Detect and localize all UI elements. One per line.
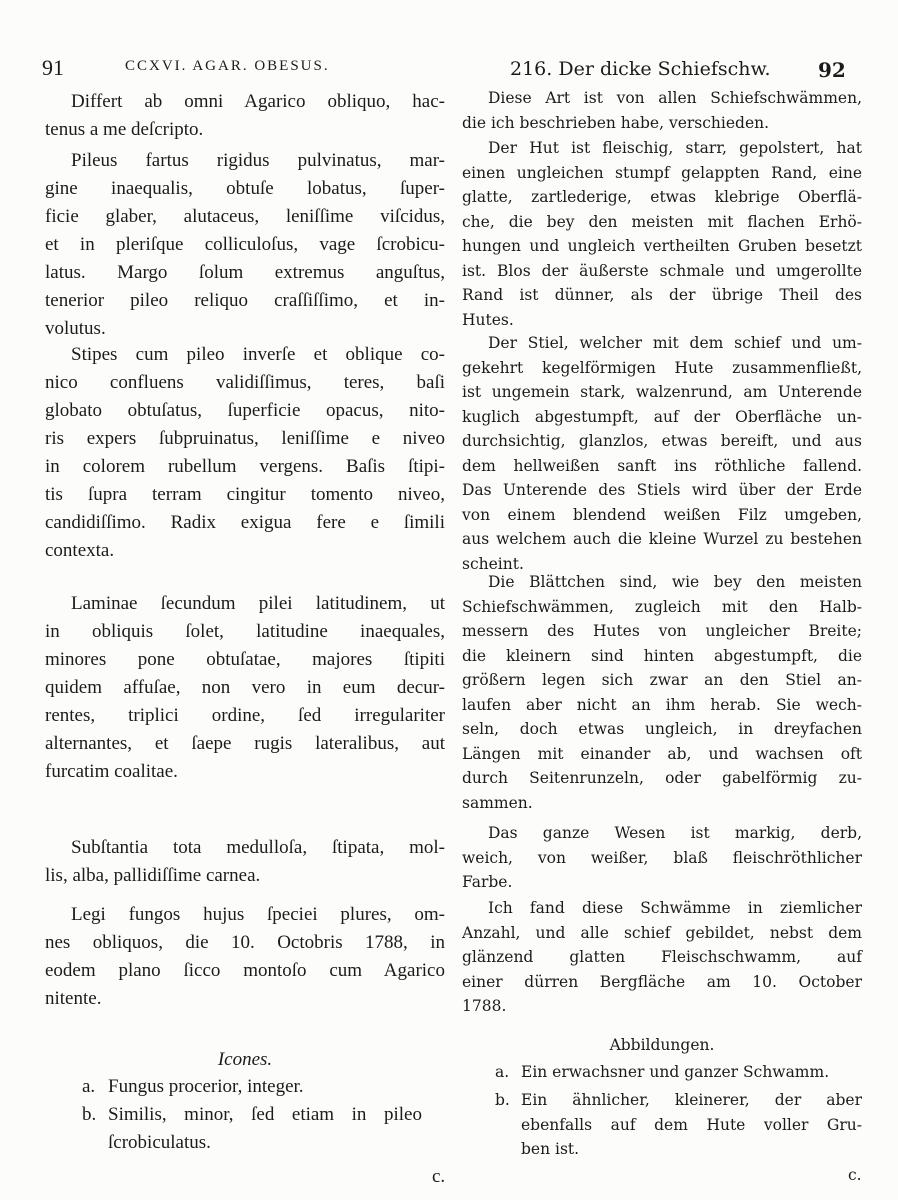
text-line: gekehrt kegelförmigen Hute zusammenfließt, (462, 358, 862, 377)
text-line: furcatim coalitae. (45, 761, 178, 782)
text-line: Pileus fartus rigidus pulvinatus, mar- (71, 150, 445, 171)
text-line: Anzahl, und alle schief gebildet, nebst dem (462, 923, 862, 942)
figure-label: a. (495, 1063, 510, 1081)
text-line: Das Unterende des Stiels wird über der Erde (462, 481, 862, 499)
text-line: durchsichtig, glanzlos, etwas bereift, und aus (462, 432, 862, 450)
text-line: hungen und ungleich vertheilten Gruben besetzt (462, 237, 862, 255)
text-line: laufen aber nicht an ihm herab. Sie wech- (462, 695, 862, 714)
catchword: c. (848, 1166, 862, 1184)
text-line: die kleinern sind hinten abgestumpft, die (462, 646, 862, 665)
figure-item-a (82, 1073, 422, 1101)
text-line: latus. Margo ſolum extremus anguſtus, (45, 262, 445, 283)
text-line: messern des Hutes von ungleicher Breite; (462, 622, 862, 640)
text-line: tis ſupra terram cingitur tomento niveo, (45, 484, 445, 505)
text-line: größern legen sich zwar an den Stiel an- (462, 671, 862, 689)
running-head: CCXVI. AGAR. OBESUS. (125, 58, 330, 74)
paragraph-stiel (462, 331, 862, 576)
text-line: in obliquis ſolet, latitudine inaequales, (45, 621, 445, 642)
text-line: Laminae ſecundum pilei latitudinem, ut (71, 593, 445, 614)
text-line: globato obtuſatus, ſuperficie opacus, nito- (45, 400, 445, 421)
text-line: Fungus procerior, integer. (108, 1076, 304, 1097)
running-head: 216. Der dicke Schiefschw. (510, 58, 771, 80)
text-line: in colorem rubellum vergens. Baſis ſtipi- (45, 456, 445, 477)
text-line: Stipes cum pileo inverſe et oblique co- (71, 344, 445, 365)
text-line: 1788. (462, 997, 507, 1015)
text-line: Rand ist dünner, als der übrige Theil des (462, 286, 862, 304)
text-line: weich, von weißer, blaß fleischröthlicher (462, 848, 862, 867)
figure-item-b (495, 1088, 862, 1162)
text-line: durch Seitenrunzeln, oder gabelförmig zu- (462, 769, 862, 787)
text-line: quidem affuſae, non vero in eum decur- (45, 677, 445, 698)
paragraph (45, 88, 445, 144)
text-line: einen ungleichen stumpf gelappten Rand, eine (462, 163, 862, 182)
text-line: ris expers ſubpruinatus, leniſſime e niveo (45, 428, 445, 449)
text-line: Der Stiel, welcher mit dem schief und um- (488, 334, 862, 352)
text-line: nes obliquos, die 10. Octobris 1788, in (45, 932, 445, 953)
text-line: Der Hut ist fleischig, starr, gepolstert, hat (488, 139, 862, 157)
text-line: lis, alba, pallidiſſime carnea. (45, 865, 261, 886)
text-line: tenus a me deſcripto. (45, 119, 204, 140)
text-line: alternantes, et ſaepe rugis lateralibus, aut (45, 733, 445, 754)
paragraph-laminae (45, 590, 445, 786)
paragraph-blaettchen (462, 570, 862, 815)
paragraph-legi (45, 901, 445, 1013)
text-line: Schiefschwämmen, zugleich mit den Halb- (462, 597, 862, 616)
text-line: candidiſſimo. Radix exigua fere e ſimili (45, 512, 445, 533)
paragraph-stipes (45, 341, 445, 565)
text-line: einer dürren Bergfläche am 10. October (462, 972, 862, 991)
paragraph-substantia (45, 834, 445, 890)
paragraph-hut (462, 136, 862, 332)
text-line: che, die bey den meisten mit flachen Erhö- (462, 212, 862, 231)
text-line: nitente. (45, 988, 102, 1009)
text-line: scheint. (462, 554, 524, 573)
text-line: Legi fungos hujus ſpeciei plures, om- (71, 904, 445, 925)
text-line: Farbe. (462, 873, 513, 891)
text-line: ficie glaber, alutaceus, leniſſime viſcidus, (45, 206, 445, 227)
text-line: die ich beschrieben habe, verschieden. (462, 113, 770, 132)
page-number: 92 (818, 58, 846, 82)
text-line: eodem plano ſicco montoſo cum Agarico (45, 960, 445, 981)
text-line: glänzend glatten Fleischschwamm, auf (462, 948, 862, 966)
text-line: von einem blendend weißen Filz umgeben, (462, 505, 862, 524)
figure-item-b (82, 1101, 422, 1157)
text-line: Ein ähnlicher, kleinerer, der aber (521, 1091, 862, 1109)
figures-heading: Icones. (217, 1049, 273, 1070)
text-line: Das ganze Wesen ist markig, derb, (488, 824, 862, 842)
text-line: tenerior pileo reliquo craſſiſſimo, et in- (45, 290, 445, 311)
text-line: Subſtantia tota medulloſa, ſtipata, mol- (71, 837, 445, 858)
paragraph-pileus (45, 147, 445, 343)
figure-label: b. (495, 1091, 510, 1109)
text-line: volutus. (45, 318, 106, 339)
figure-item-a (495, 1060, 862, 1085)
text-line: gine inaequalis, obtuſe lobatus, ſuper- (45, 178, 445, 199)
text-line: nico confluens validiſſimus, teres, baſi (45, 372, 445, 393)
text-line: ben ist. (521, 1140, 580, 1158)
text-line: Die Blättchen sind, wie bey den meisten (488, 573, 862, 591)
text-line: et in pleriſque colliculoſus, vage ſcrobicu- (45, 234, 445, 255)
text-line: Diese Art ist von allen Schiefschwämmen, (488, 89, 862, 107)
text-line: kuglich abgestumpft, auf der Oberfläche un- (462, 407, 862, 426)
text-line: aus welchem auch die kleine Wurzel zu bestehen (462, 530, 862, 548)
paragraph-fundort (462, 896, 862, 1019)
paragraph (462, 86, 862, 135)
text-line: ist. Blos der äußerste schmale und umgerollte (462, 261, 862, 280)
page-number: 91 (42, 55, 64, 80)
text-line: Längen mit einander ab, und wachsen oft (462, 744, 862, 763)
text-line: ebenfalls auf dem Hute voller Gru- (521, 1115, 862, 1134)
text-line: minores pone obtuſatae, majores ſtipiti (45, 649, 445, 670)
text-line: glatte, zartlederige, etwas klebrige Oberflä- (462, 188, 862, 206)
text-line: Similis, minor, ſed etiam in pileo (108, 1104, 422, 1125)
text-line: ſcrobiculatus. (108, 1132, 211, 1153)
catchword: c. (432, 1166, 446, 1187)
figure-label: b. (82, 1104, 97, 1125)
text-line: ist ungemein stark, walzenrund, am Unterende (462, 383, 862, 401)
paragraph-wesen (462, 821, 862, 895)
figures-heading: Abbildungen. (609, 1036, 715, 1054)
text-line: seln, doch etwas ungleich, in dreyfachen (462, 720, 862, 738)
text-line: contexta. (45, 540, 115, 561)
right-page (450, 0, 898, 1200)
text-line: rentes, triplici ordine, ſed irregulariter (45, 705, 445, 726)
text-line: Ich fand diese Schwämme in ziemlicher (488, 899, 862, 917)
text-line: Hutes. (462, 310, 514, 329)
text-line: Ein erwachsner und ganzer Schwamm. (521, 1063, 830, 1081)
text-line: Differt ab omni Agarico obliquo, hac- (71, 91, 445, 112)
text-line: dem hellweißen sanft ins röthliche fallend. (462, 456, 862, 475)
text-line: sammen. (462, 793, 533, 812)
figure-label: a. (82, 1076, 96, 1097)
